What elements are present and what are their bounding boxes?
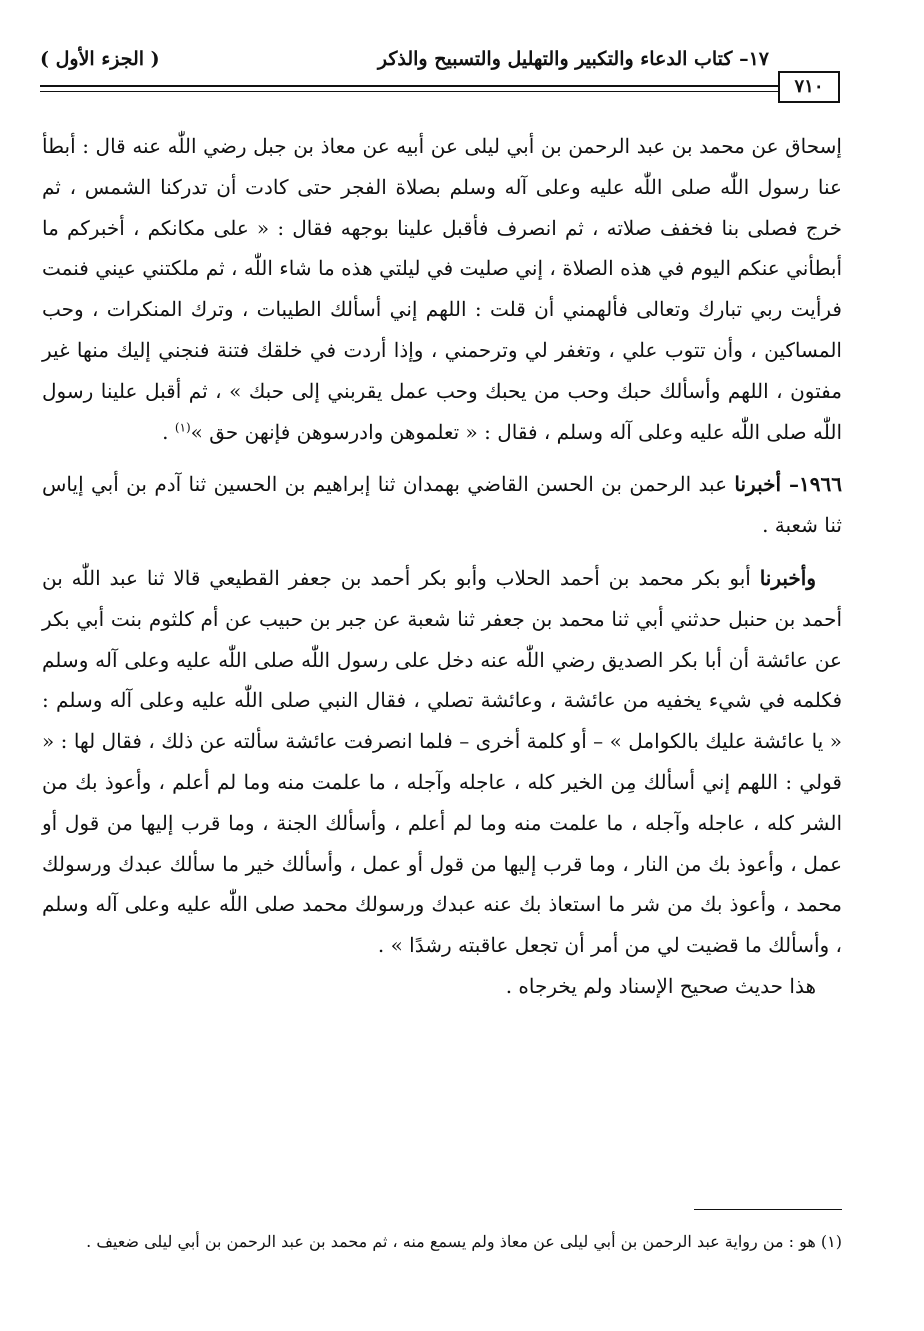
paragraph-text: أبو بكر محمد بن أحمد الحلاب وأبو بكر أحمد بن جعفر القطيعي قالا ثنا عبد اللّٰه بن أحمد بن حنبل حدثني أبي ثنا محمد بن جعفر ثنا شعبة عن جبر بن حبيب عن أم كلثوم بنت أبي بكر عن عائشة أن أبا بكر الصديق رضي اللّٰه عنه دخل على رسول اللّٰه صلى اللّٰه عليه وعلى آله وسلم فكلمه في شيء يخفيه من عائشة ، وعائشة تصلي ، فقال النبي صلى اللّٰه عليه وعلى آله وسلم : « يا عائشة عليك بالكوامل » – أو كلمة أخرى – فلما انصرفت عائشة سألته عن ذلك ، فقال لها : « قولي : اللهم إني أسألك مِن الخير كله ، عاجله وآجله ، ما علمت منه وما لم أعلم ، وأعوذ بك من الشر كله ، عاجله وآجله ، ما علمت منه وما لم أعلم ، وأسألك الجنة ، وما قرب إليها من قول أو عمل ، وأعوذ بك من النار ، وما قرب إليها من قول أو عمل ، وأسألك خير ما سألك عبدك ورسولك محمد ، وأعوذ بك من شر ما استعاذ بك عنه عبدك ورسولك محمد صلى اللّٰه عليه وعلى آله وسلم ، وأسألك ما قضيت لي من أمر أن تجعل عاقبته رشدًا » . [42, 565, 843, 958]
footnote-separator [694, 1209, 842, 1210]
chapter-title: ١٧– كتاب الدعاء والتكبير والتهليل والتسبيح والذكر [377, 48, 769, 70]
header-rule-thick [40, 85, 840, 87]
header-rule-thin [40, 91, 840, 92]
paragraph-continued [42, 126, 842, 452]
footnote-marker: (١) [174, 419, 191, 434]
chain-lead: وأخبرنا [759, 565, 816, 590]
hadith-number-lead: ١٩٦٦– أخبرنا [734, 472, 842, 497]
running-header [40, 48, 844, 82]
paragraph-text: عبد الرحمن بن الحسن القاضي بهمدان ثنا إبراهيم بن الحسين ثنا آدم بن أبي إياس ثنا شعبة . [42, 472, 842, 538]
main-text [42, 126, 842, 1007]
second-chain [42, 558, 842, 966]
grading-line [42, 966, 842, 1007]
page-number: ٧١٠ [778, 71, 840, 103]
footnote: (١) هو : من رواية عبد الرحمن بن أبي ليلى عن معاذ ولم يسمع منه ، ثم محمد بن عبد الرحمن بن أبي ليلى ضعيف . [86, 1232, 842, 1251]
paragraph-text: هذا حديث صحيح الإسناد ولم يخرجاه . [505, 973, 816, 998]
paragraph-trailing: . [162, 419, 175, 444]
part-label: ( الجزء الأول ) [40, 48, 160, 70]
paragraph-text: إسحاق عن محمد بن عبد الرحمن بن أبي ليلى عن أبيه عن معاذ بن جبل رضي اللّٰه عنه قال : أبطأ عنا رسول اللّٰه صلى اللّٰه عليه وعلى آله وسلم بصلاة الفجر حتى كادت أن تدركنا الشمس ، ثم خرج فصلى بنا فخفف صلاته ، ثم انصرف فأقبل علينا بوجهه فقال : « على مكانكم ، أخبركم ما أبطأني عنكم اليوم في هذه الصلاة ، إني صليت في ليلتي هذه ما شاء اللّٰه ، ثم ملكتني عيني فنمت فرأيت ربي تبارك وتعالى فألهمني أن قلت : اللهم إني أسألك الطيبات ، وترك المنكرات ، وحب المساكين ، وأن تتوب علي ، وتغفر لي وترحمني ، وإذا أردت في خلقك فتنة فنجني إليك منها غير مفتون ، اللهم وأسألك حبك وحب من يحبك وحب عمل يقربني إلى حبك » ، ثم أقبل علينا رسول اللّٰه صلى اللّٰه عليه وعلى آله وسلم ، فقال : « تعلموهن وادرسوهن فإنهن حق » [42, 134, 842, 444]
hadith-1966 [42, 464, 842, 546]
